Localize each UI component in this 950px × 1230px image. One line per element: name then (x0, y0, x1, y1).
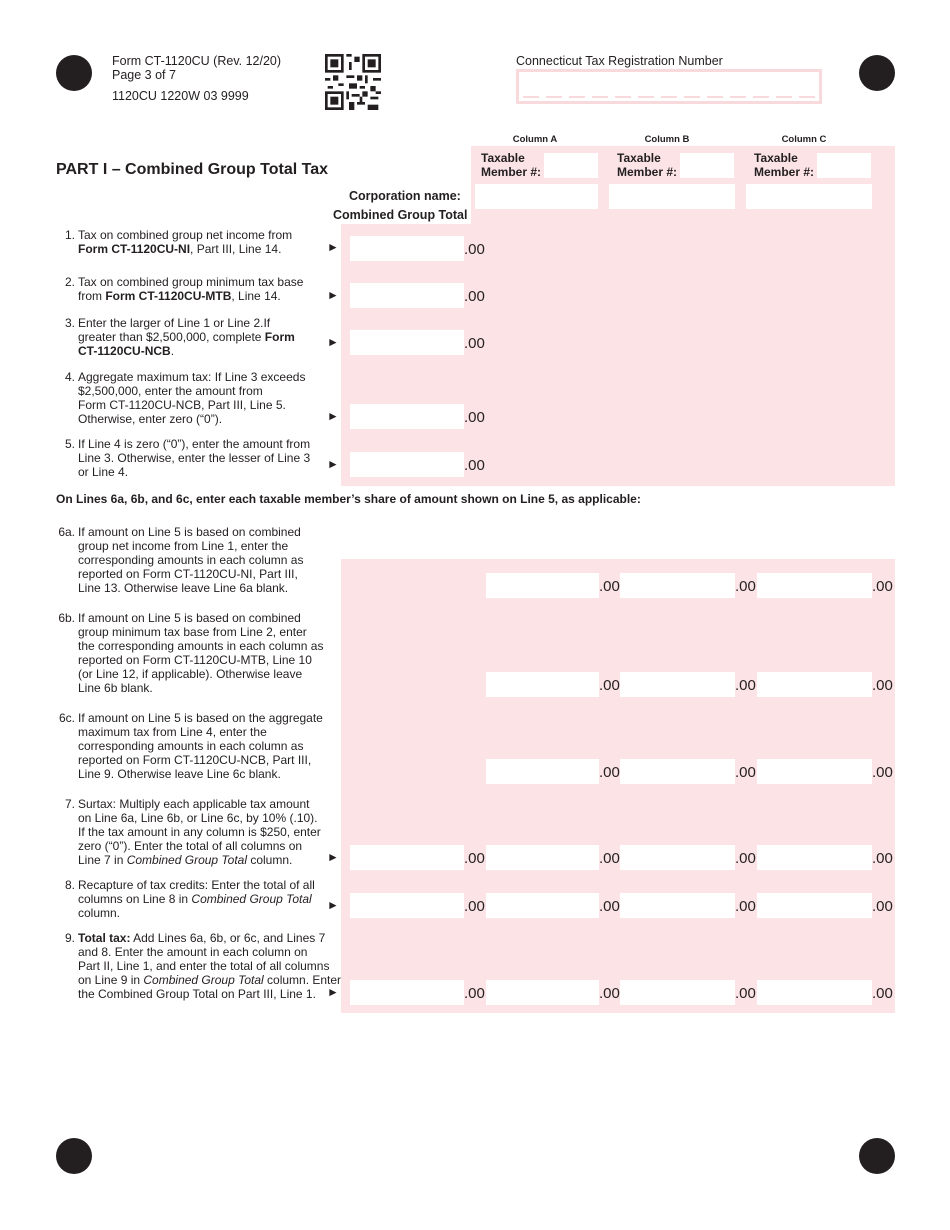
line-6c-column-c-input[interactable] (757, 759, 872, 784)
form-code: 1120CU 1220W 03 9999 (112, 89, 249, 103)
line-9-text: Total tax: Add Lines 6a, 6b, or 6c, and Lines 7 and 8. Enter the amount in each column on Part II, Line 1, and enter the total of all columns on Line 9 in Combined Group Total column. Enter the Combined Group Total on Part III, Line 1. (78, 931, 342, 1001)
line-8-column-a-cents: .00 (599, 898, 620, 915)
line-9-total-input[interactable] (350, 980, 464, 1005)
line-6c-column-b-input[interactable] (620, 759, 735, 784)
form-title: Form CT-1120CU (Rev. 12/20) (112, 54, 282, 68)
line-6a-text: If amount on Line 5 is based on combined group net income from Line 1, enter the corresponding amounts in each column as reported on Form CT-1120CU-NI, Part III, Line 13. Otherwise leave Line 6a blank. (78, 525, 304, 595)
line-8-total-input[interactable] (350, 893, 464, 918)
line-6b-column-a-input[interactable] (486, 672, 599, 697)
line-6a-number: 6a. (58, 525, 75, 539)
line-8-column-b-input[interactable] (620, 893, 735, 918)
line-4-cents: .00 (464, 409, 485, 426)
line-5-cents: .00 (464, 457, 485, 474)
lines-1-5-panel (341, 224, 895, 486)
registration-number-label: Connecticut Tax Registration Number (516, 54, 723, 68)
line-5-text: If Line 4 is zero (“0”), enter the amount from Line 3. Otherwise, enter the lesser of Line 3 or Line 4. (78, 437, 311, 479)
part-title: PART I – Combined Group Total Tax (56, 161, 329, 178)
line-6c-column-a-cents: .00 (599, 764, 620, 781)
line-9-total-cents: .00 (464, 985, 485, 1002)
column-a-member-number-input[interactable] (544, 153, 598, 178)
line-7-total-input[interactable] (350, 845, 464, 870)
line-7-column-a-cents: .00 (599, 850, 620, 867)
line-1-cents: .00 (464, 241, 485, 258)
line-7-column-b-input[interactable] (620, 845, 735, 870)
registration-mark-bottom-right (859, 1138, 895, 1174)
line-2-cents: .00 (464, 288, 485, 305)
column-c-corporation-name-input[interactable] (746, 184, 872, 209)
line-7-number: 7. (64, 797, 75, 811)
line-6b-column-b-cents: .00 (735, 677, 756, 694)
column-a-heading: Column A (512, 134, 558, 145)
column-a-member-label: Taxable Member #: (481, 151, 542, 179)
line-6a-column-b-input[interactable] (620, 573, 735, 598)
line-1-text: Tax on combined group net income from Form CT-1120CU-NI, Part III, Line 14. (78, 228, 293, 256)
registration-number-box[interactable] (516, 69, 822, 104)
line-8-column-c-input[interactable] (757, 893, 872, 918)
line-8-total-cents: .00 (464, 898, 485, 915)
registration-digit-guides (523, 96, 815, 98)
line-8-column-c-cents: .00 (872, 898, 893, 915)
registration-mark-top-left (56, 55, 92, 91)
qr-code (325, 54, 381, 110)
line-6b-text: If amount on Line 5 is based on combined group minimum tax base from Line 2, enter the corresponding amounts in each column as reported on Form CT-1120CU-MTB, Line 10 (or Line 12, if applicable). Otherwise leave Line 6b blank. (78, 611, 324, 695)
line-5-total-input[interactable] (350, 452, 464, 477)
column-a-corporation-name-input[interactable] (475, 184, 598, 209)
page-number: Page 3 of 7 (112, 68, 176, 82)
line-1-total-input[interactable] (350, 236, 464, 261)
column-b-member-number-input[interactable] (680, 153, 734, 178)
line-6b-column-c-input[interactable] (757, 672, 872, 697)
line-6c-number: 6c. (58, 711, 75, 725)
registration-mark-bottom-left (56, 1138, 92, 1174)
line-6a-column-a-input[interactable] (486, 573, 599, 598)
line-6c-column-a-input[interactable] (486, 759, 599, 784)
line-6a-column-b-cents: .00 (735, 578, 756, 595)
line-1-number: 1. (64, 228, 75, 242)
line-7-column-c-input[interactable] (757, 845, 872, 870)
line-5-number: 5. (64, 437, 75, 451)
line-3-total-input[interactable] (350, 330, 464, 355)
line-6b-column-a-cents: .00 (599, 677, 620, 694)
line-9-column-c-input[interactable] (757, 980, 872, 1005)
line-8-text: Recapture of tax credits: Enter the total of all columns on Line 8 in Combined Group Total column. (78, 878, 315, 920)
combined-group-total-label: Combined Group Total (333, 208, 468, 222)
column-b-corporation-name-input[interactable] (609, 184, 735, 209)
line-6c-text: If amount on Line 5 is based on the aggregate maximum tax from Line 4, enter the corresponding amounts in each column as reported on Form CT-1120CU-NCB, Part III, Line 9. Otherwise leave Line 6c blank. (78, 711, 323, 781)
line-8-number: 8. (64, 878, 75, 892)
line-6b-column-b-input[interactable] (620, 672, 735, 697)
column-c-member-number-input[interactable] (817, 153, 871, 178)
line-9-column-b-cents: .00 (735, 985, 756, 1002)
line-7-total-cents: .00 (464, 850, 485, 867)
line-7-column-a-input[interactable] (486, 845, 599, 870)
column-c-heading: Column C (781, 134, 827, 145)
line-6b-number: 6b. (58, 611, 75, 625)
line-3-number: 3. (64, 316, 75, 330)
column-c-member-label: Taxable Member #: (754, 151, 815, 179)
line-1-arrow-icon: ► (327, 240, 339, 254)
line-7-column-c-cents: .00 (872, 850, 893, 867)
registration-mark-top-right (859, 55, 895, 91)
line-9-number: 9. (64, 931, 75, 945)
line-9-column-b-input[interactable] (620, 980, 735, 1005)
line-2-text: Tax on combined group minimum tax base from Form CT-1120CU-MTB, Line 14. (78, 275, 304, 303)
column-b-member-label: Taxable Member #: (617, 151, 678, 179)
line-8-column-a-input[interactable] (486, 893, 599, 918)
line-9-arrow-icon: ► (327, 985, 339, 999)
line-7-column-b-cents: .00 (735, 850, 756, 867)
line-4-text: Aggregate maximum tax: If Line 3 exceeds $2,500,000, enter the amount from Form CT-1120CU-NCB, Part III, Line 5. Otherwise, enter zero (“0”). (78, 370, 306, 426)
line-2-arrow-icon: ► (327, 288, 339, 302)
line-7-text: Surtax: Multiply each applicable tax amount on Line 6a, Line 6b, or Line 6c, by 10% (.10). If the tax amount in any column is $250, enter zero (“0”). Enter the total of all columns on Line 7 in Combined Group Total column. (78, 797, 321, 867)
line-8-column-b-cents: .00 (735, 898, 756, 915)
line-9-column-a-cents: .00 (599, 985, 620, 1002)
line-3-arrow-icon: ► (327, 335, 339, 349)
line-4-total-input[interactable] (350, 404, 464, 429)
line-4-number: 4. (64, 370, 75, 384)
line-9-column-c-cents: .00 (872, 985, 893, 1002)
lines-6-instruction: On Lines 6a, 6b, and 6c, enter each taxable member’s share of amount shown on Line 5, as applicable: (56, 492, 641, 506)
line-6c-column-c-cents: .00 (872, 764, 893, 781)
column-b-heading: Column B (644, 134, 690, 145)
corporation-name-label: Corporation name: (349, 189, 461, 203)
line-6b-column-c-cents: .00 (872, 677, 893, 694)
lines-6-9-panel (341, 559, 895, 1013)
line-9-column-a-input[interactable] (486, 980, 599, 1005)
line-2-total-input[interactable] (350, 283, 464, 308)
line-6c-column-b-cents: .00 (735, 764, 756, 781)
line-2-number: 2. (64, 275, 75, 289)
line-7-arrow-icon: ► (327, 850, 339, 864)
line-6a-column-a-cents: .00 (599, 578, 620, 595)
line-8-arrow-icon: ► (327, 898, 339, 912)
line-3-text: Enter the larger of Line 1 or Line 2.If greater than $2,500,000, complete Form CT-1120CU-NCB. (78, 316, 295, 358)
line-6a-column-c-cents: .00 (872, 578, 893, 595)
line-3-cents: .00 (464, 335, 485, 352)
line-5-arrow-icon: ► (327, 457, 339, 471)
line-6a-column-c-input[interactable] (757, 573, 872, 598)
line-4-arrow-icon: ► (327, 409, 339, 423)
